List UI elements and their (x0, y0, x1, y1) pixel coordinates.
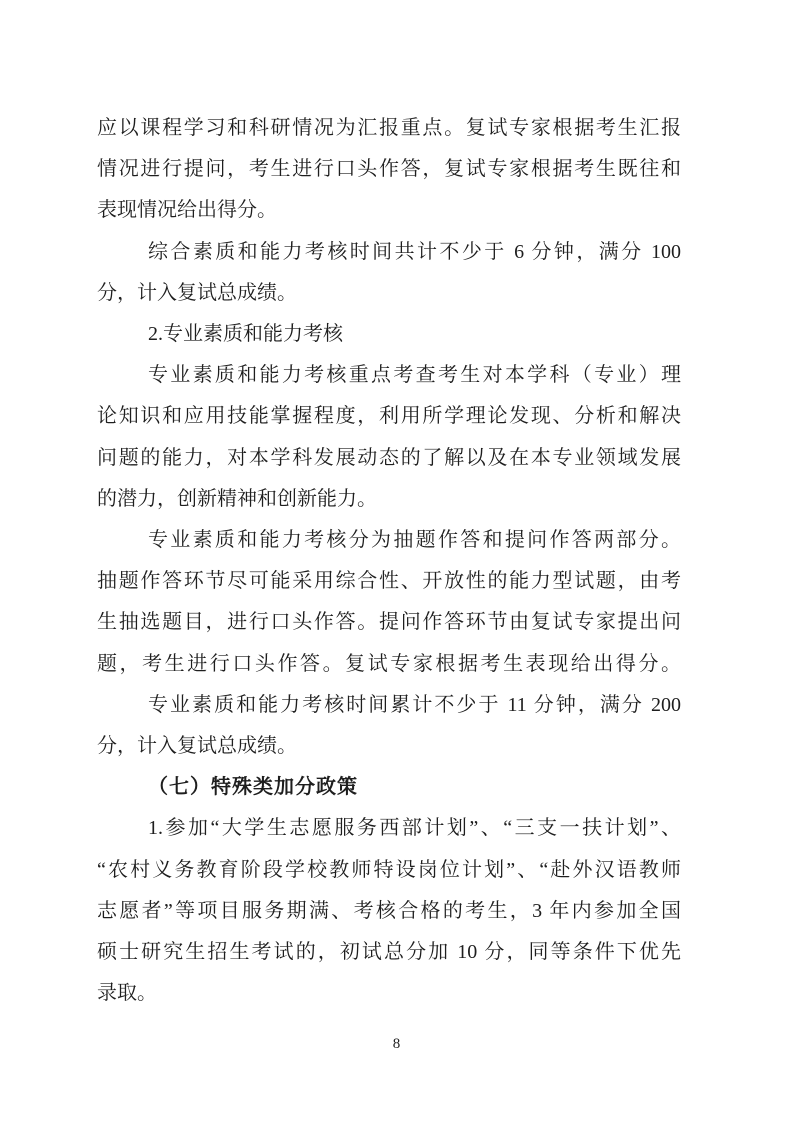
page-number: 8 (392, 1036, 401, 1052)
page-body (97, 108, 681, 1014)
text-line: 情况进行提问，考生进行口头作答，复试专家根据考生既往和 (97, 158, 681, 181)
text-line: 综合素质和能力考核时间共计不少于 6 分钟，满分 100 (148, 240, 681, 263)
text-line: 志愿者”等项目服务期满、考核合格的考生，3 年内参加全国 (97, 899, 681, 922)
text-line: 分，计入复试总成绩。 (97, 735, 297, 758)
text-line: 专业素质和能力考核时间累计不少于 11 分钟，满分 200 (148, 693, 681, 716)
text-line: 专业素质和能力考核重点考查考生对本学科（专业）理 (148, 364, 681, 387)
text-line: 硕士研究生招生考试的，初试总分加 10 分，同等条件下优先 (97, 941, 681, 964)
text-line: 生抽选题目，进行口头作答。提问作答环节由复试专家提出问 (97, 611, 681, 634)
text-line: 应以课程学习和科研情况为汇报重点。复试专家根据考生汇报 (97, 117, 681, 139)
text-line: 抽题作答环节尽可能采用综合性、开放性的能力型试题，由考 (97, 570, 681, 593)
text-line: “农村义务教育阶段学校教师特设岗位计划”、“赴外汉语教师 (97, 858, 681, 881)
list-item-heading: 2.专业素质和能力考核 (148, 323, 343, 346)
text-line: 录取。 (97, 982, 157, 1005)
text-line: 论知识和应用技能掌握程度，利用所学理论发现、分析和解决 (97, 405, 681, 428)
text-line: 表现情况给出得分。 (97, 199, 277, 222)
section-heading: （七）特殊类加分政策 (148, 776, 358, 799)
text-line: 专业素质和能力考核分为抽题作答和提问作答两部分。 (148, 529, 681, 552)
text-line: 问题的能力，对本学科发展动态的了解以及在本专业领域发展 (97, 446, 681, 469)
text-line: 题，考生进行口头作答。复试专家根据考生表现给出得分。 (97, 652, 681, 675)
text-line: 1.参加“大学生志愿服务西部计划”、“三支一扶计划”、 (148, 817, 681, 840)
text-line: 分，计入复试总成绩。 (97, 281, 297, 304)
text-line: 的潜力，创新精神和创新能力。 (97, 487, 377, 510)
